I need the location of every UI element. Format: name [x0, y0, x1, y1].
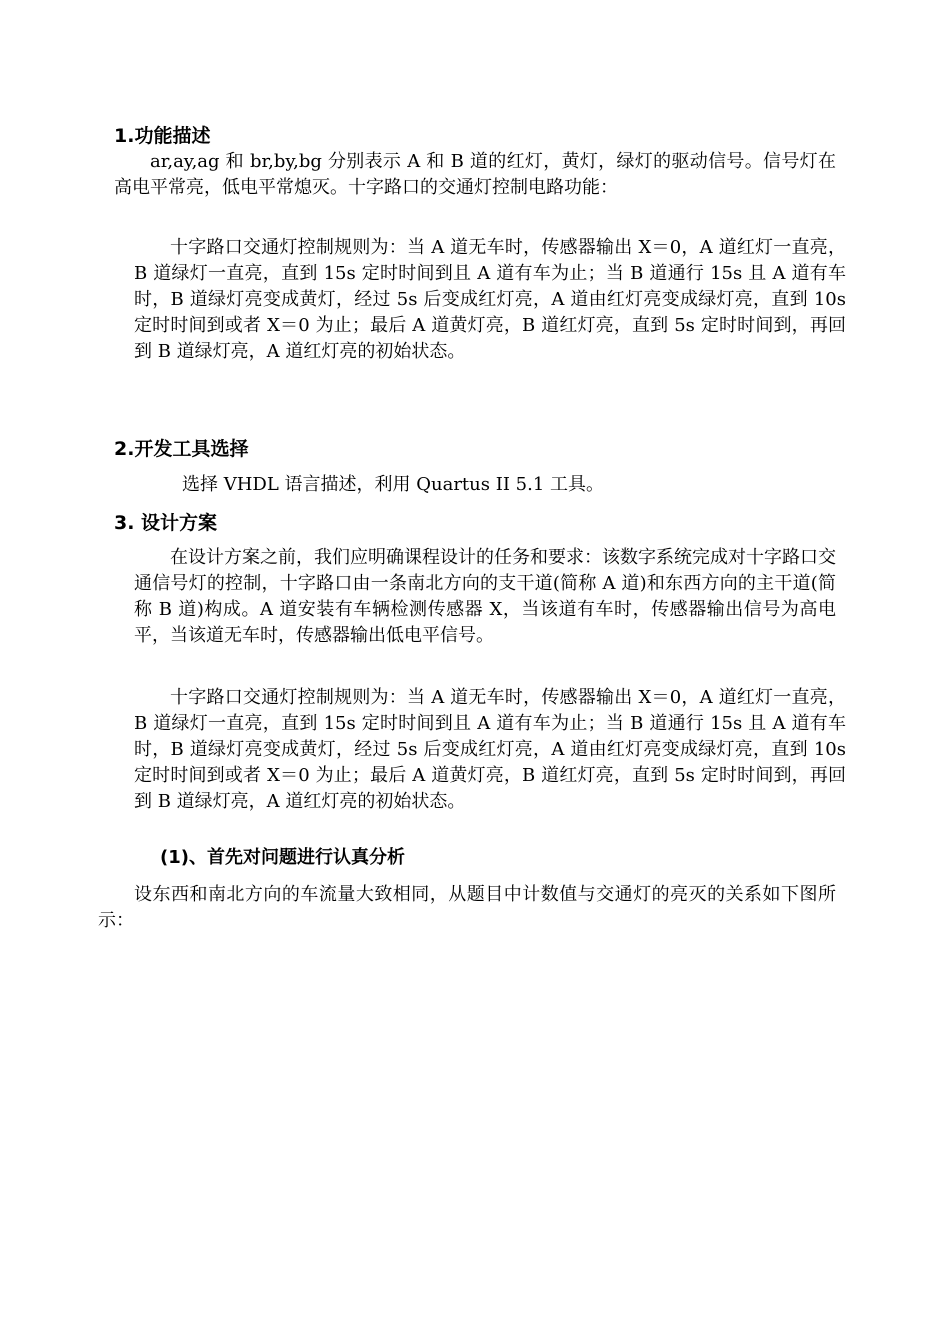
section-1-rules-paragraph: 十字路口交通灯控制规则为：当 A 道无车时，传感器输出 X＝0，A 道红灯一直亮，B 道绿灯一直亮，直到 15s 定时时间到且 A 道有车为止；当 B 道通行 15s 且 A 道有车时，B 道绿灯亮变成黄灯，经过 5s 后变成红灯亮，A 道由红灯亮变成绿灯亮，直到 10s 定时时间到或者 X＝0 为止；最后 A 道黄灯亮，B 道红灯亮，直到 5s 定时时间到，再回到 B 道绿灯亮，A 道红灯亮的初始状态。 — [134, 237, 846, 362]
section-1-heading: 1.功能描述 — [114, 125, 211, 147]
analysis-subheading: (1)、首先对问题进行认真分析 — [160, 847, 405, 868]
section-2-paragraph: 选择 VHDL 语言描述，利用 Quartus II 5.1 工具。 — [182, 474, 605, 495]
section-1-intro-paragraph: ar,ay,ag 和 br,by,bg 分别表示 A 和 B 道的红灯，黄灯，绿灯的驱动信号。信号灯在高电平常亮，低电平常熄灭。十字路口的交通灯控制电路功能： — [114, 151, 836, 198]
section-2-heading: 2.开发工具选择 — [114, 438, 249, 460]
section-3-heading: 3. 设计方案 — [114, 512, 218, 534]
analysis-paragraph: 设东西和南北方向的车流量大致相同，从题目中计数值与交通灯的亮灭的关系如下图所示： — [98, 884, 836, 931]
section-3-rules-paragraph: 十字路口交通灯控制规则为：当 A 道无车时，传感器输出 X＝0，A 道红灯一直亮，B 道绿灯一直亮，直到 15s 定时时间到且 A 道有车为止；当 B 道通行 15s 且 A 道有车时，B 道绿灯亮变成黄灯，经过 5s 后变成红灯亮，A 道由红灯亮变成绿灯亮，直到 10s 定时时间到或者 X＝0 为止；最后 A 道黄灯亮，B 道红灯亮，直到 5s 定时时间到，再回到 B 道绿灯亮，A 道红灯亮的初始状态。 — [134, 687, 846, 812]
section-3-task-paragraph: 在设计方案之前，我们应明确课程设计的任务和要求：该数字系统完成对十字路口交通信号灯的控制，十字路口由一条南北方向的支干道(简称 A 道)和东西方向的主干道(简称 B 道)构成。A 道安装有车辆检测传感器 X，当该道有车时，传感器输出信号为高电平，当该道无车时，传感器输出低电平信号。 — [134, 547, 836, 646]
